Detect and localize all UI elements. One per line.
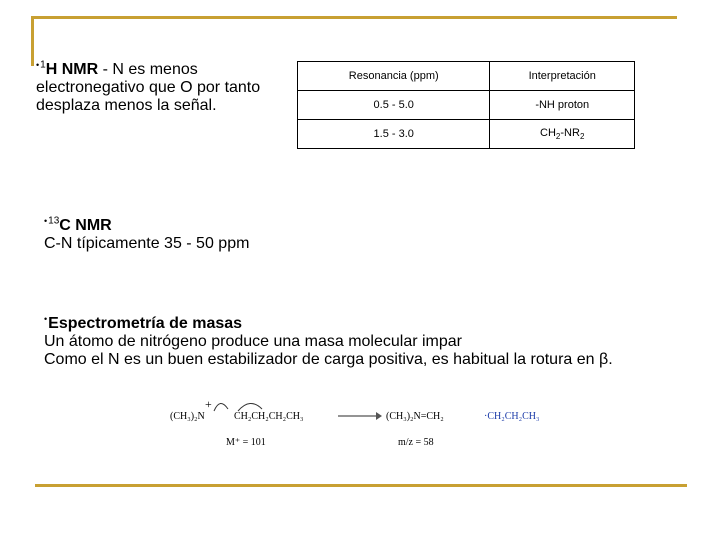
frame-left-line: [31, 16, 34, 66]
charge-mark: +: [205, 397, 212, 411]
h-nmr-text: - N es menos electronegativo que O por tanto desplaza menos la señal.: [36, 61, 261, 114]
h-nmr-heading: H NMR: [45, 61, 99, 78]
product-iminium: (CH₃)₂N=CH₂: [386, 411, 444, 422]
bullet-dot: •: [36, 60, 40, 70]
bullet-dot: •: [44, 314, 48, 324]
mass-spec-line-1: Un átomo de nitrógeno produce una masa molecular impar: [44, 333, 463, 350]
fragment-mass: m/z = 58: [398, 437, 434, 448]
table-header-row: [298, 62, 635, 91]
frame-bottom-line: [35, 484, 687, 487]
propyl-radical: ·CH₂CH₂CH₃: [484, 411, 540, 422]
table-row: [298, 91, 635, 120]
cell-range: 1.5 - 3.0: [298, 120, 490, 149]
frame-top-line: [31, 16, 677, 19]
c-nmr-heading: C NMR: [59, 217, 112, 234]
mass-spec-line-2: Como el N es un buen estabilizador de carga positiva, es habitual la rotura en: [44, 351, 599, 368]
cell-range: 0.5 - 5.0: [298, 91, 490, 120]
h-nmr-bullet: [36, 56, 276, 115]
reaction-arrow: [338, 411, 382, 421]
cell-interpretation: $CH_2-NR_2$: [490, 120, 635, 149]
header-resonancia: Resonancia (ppm): [298, 62, 490, 91]
mass-spec-heading: Espectrometría de masas: [48, 315, 243, 332]
fragmentation-scheme: [170, 395, 570, 455]
beta-symbol: β: [599, 351, 609, 368]
nmr-table: [297, 61, 635, 149]
reactant-amine: (CH₃)₂N: [170, 411, 205, 422]
molecular-ion-mass: M⁺ = 101: [226, 437, 266, 448]
reactant-chain: CH₂CH₂CH₂CH₃: [234, 411, 304, 422]
header-interpretacion: Interpretación: [490, 62, 635, 91]
c-nmr-text: C-N típicamente 35 - 50 ppm: [44, 235, 250, 252]
c-nmr-bullet: [44, 212, 344, 253]
cell-interpretation: -NH proton: [490, 91, 635, 120]
table-row: [298, 120, 635, 149]
bullet-dot: •: [44, 216, 48, 226]
mass-spec-bullet: •Espectrometría de masas Un átomo de nitrógeno produce una masa molecular impar Como el N es un buen estabilizador de carga positiva, es habitual la rotura en β.: [44, 314, 613, 368]
isotope-superscript: 13: [48, 215, 60, 227]
isotope-superscript: 1: [40, 59, 46, 71]
